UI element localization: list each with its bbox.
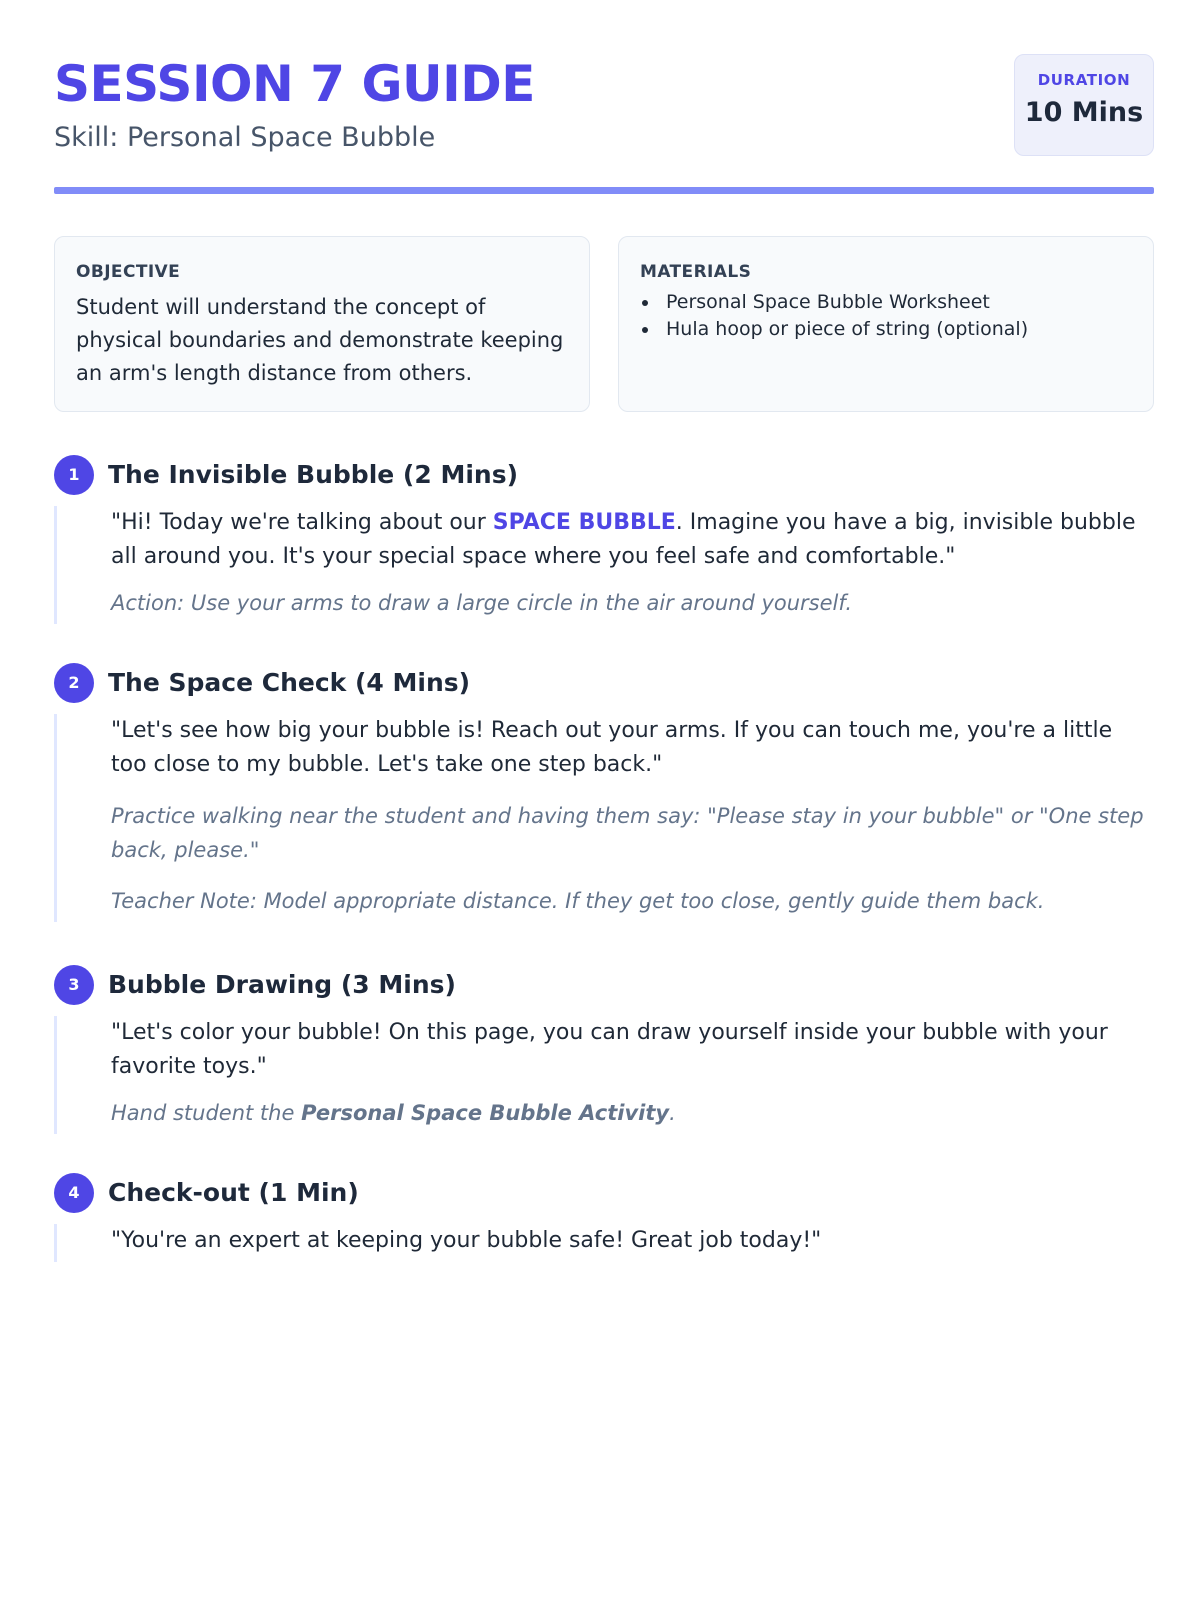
step-action xyxy=(111,1096,1154,1130)
step-script xyxy=(111,506,1154,574)
action-text: . xyxy=(669,1101,676,1125)
step-script: "You're an expert at keeping your bubble safe! Great job today!" xyxy=(111,1228,822,1253)
teacher-note: Teacher Note: Model appropriate distance. If they get too close, gently guide them back. xyxy=(111,889,1045,913)
objective-heading: OBJECTIVE xyxy=(76,262,181,282)
page-title: SESSION 7 GUIDE xyxy=(54,55,535,113)
action-text: Hand student the xyxy=(111,1101,302,1125)
step-body xyxy=(54,506,1154,624)
duration-badge xyxy=(1014,54,1154,156)
duration-label: DURATION xyxy=(1037,71,1131,89)
step-header xyxy=(54,454,1154,496)
step-number-badge: 3 xyxy=(54,965,94,1005)
script-text: . Imagine you have a big, invisible bubble all around you. It's your special space where you feel safe and comfortable." xyxy=(111,510,1136,569)
activity-name: Personal Space Bubble Activity xyxy=(301,1101,670,1125)
page-subtitle: Skill: Personal Space Bubble xyxy=(54,122,436,153)
step-title: Check-out (1 Min) xyxy=(108,1178,359,1207)
header xyxy=(54,0,1154,194)
materials-item: Personal Space Bubble Worksheet xyxy=(640,289,1133,316)
materials-heading: MATERIALS xyxy=(640,262,752,282)
step-body xyxy=(54,1224,1154,1262)
materials-list xyxy=(640,289,1133,343)
objective-card xyxy=(54,236,590,412)
step-1 xyxy=(54,454,1154,624)
step-script: "Let's see how big your bubble is! Reach out your arms. If you can touch me, you're a little too close to my bubble. Let's take one step back." xyxy=(111,718,1113,777)
step-title: The Invisible Bubble (2 Mins) xyxy=(108,460,518,489)
info-cards xyxy=(54,236,1154,412)
step-action: Practice walking near the student and having them say: "Please stay in your bubble" or "One step back, please." xyxy=(111,804,1144,862)
materials-item: Hula hoop or piece of string (optional) xyxy=(640,316,1133,343)
step-number-badge: 4 xyxy=(54,1173,94,1213)
step-script: "Let's color your bubble! On this page, you can draw yourself inside your bubble with your favorite toys." xyxy=(111,1020,1108,1079)
step-title: Bubble Drawing (3 Mins) xyxy=(108,970,456,999)
step-3 xyxy=(54,964,1154,1134)
session-guide-page xyxy=(54,0,1154,1253)
step-number-badge: 1 xyxy=(54,455,94,495)
step-4 xyxy=(54,1172,1154,1262)
step-2 xyxy=(54,662,1154,922)
step-title: The Space Check (4 Mins) xyxy=(108,668,471,697)
materials-card xyxy=(618,236,1154,412)
space-bubble-highlight: SPACE BUBBLE xyxy=(492,510,676,535)
step-header xyxy=(54,964,1154,1006)
objective-text: Student will understand the concept of physical boundaries and demonstrate keeping an arm's length distance from others. xyxy=(76,295,564,385)
header-divider xyxy=(54,187,1154,194)
duration-value: 10 Mins xyxy=(1024,97,1144,128)
step-header xyxy=(54,1172,1154,1214)
step-header xyxy=(54,662,1154,704)
script-text: "Hi! Today we're talking about our xyxy=(111,510,493,535)
step-action: Action: Use your arms to draw a large circle in the air around yourself. xyxy=(111,591,853,615)
step-body xyxy=(54,1016,1154,1134)
step-number-badge: 2 xyxy=(54,663,94,703)
step-body xyxy=(54,714,1154,922)
